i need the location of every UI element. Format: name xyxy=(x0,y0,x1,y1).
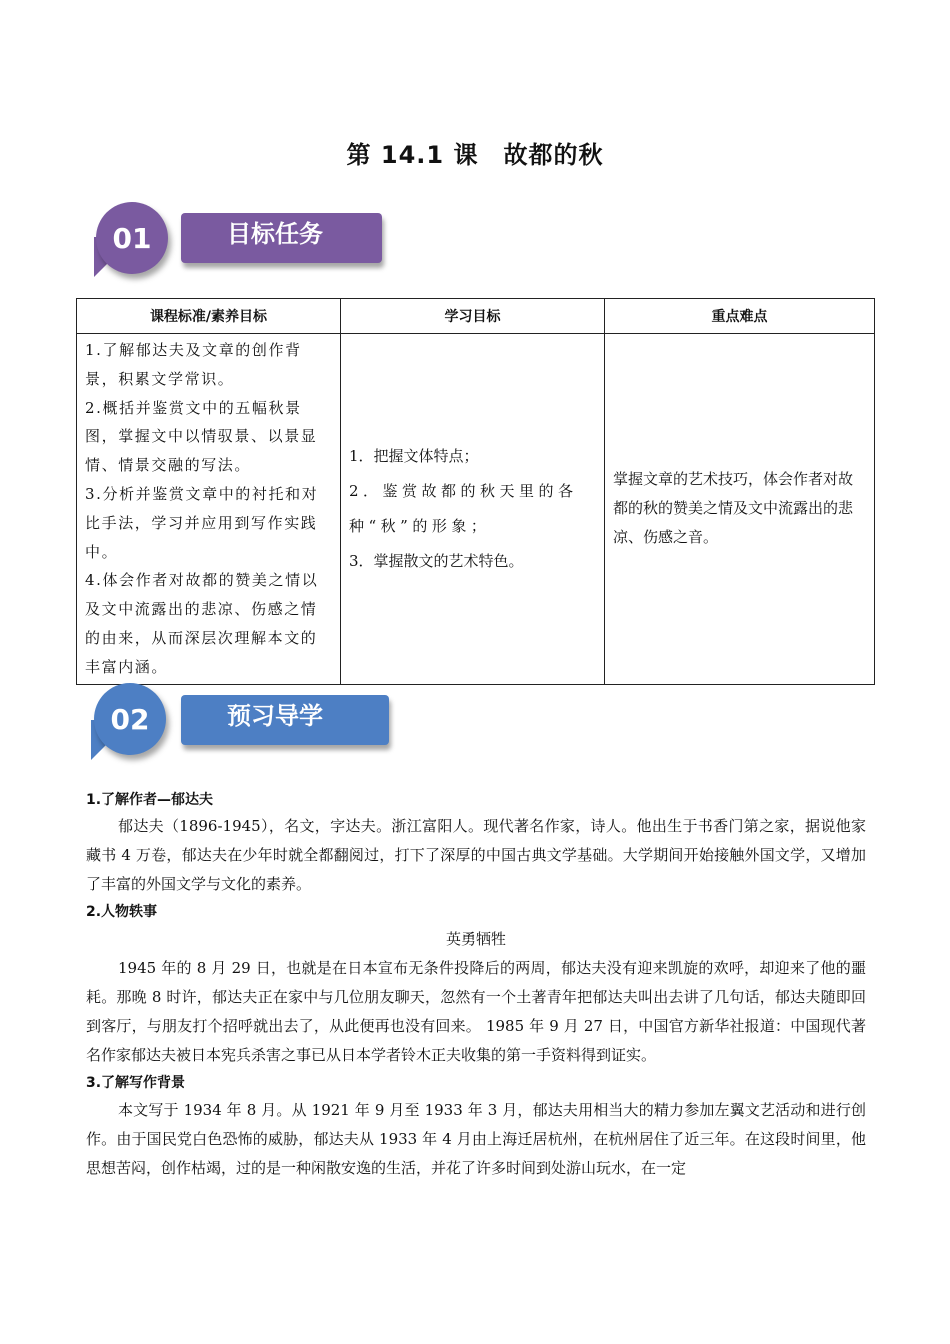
key-points-text: 掌握文章的艺术技巧，体会作者对故都的秋的赞美之情及文中流露出的悲凉、伤感之音。 xyxy=(613,470,854,547)
standard-item: 3.分析并鉴赏文章中的衬托和对比手法，学习并应用到写作实践中。 xyxy=(85,484,319,561)
standard-item: 4.体会作者对故都的赞美之情以及文中流露出的悲凉、伤感之情的由来，从而深层次理解本文的丰富内涵。 xyxy=(85,571,319,676)
learning-goal-item: 3．掌握散文的艺术特色。 xyxy=(349,551,524,570)
paragraph-author: 郁达夫（1896-1945），名文，字达夫。浙江富阳人。现代著名作家，诗人。他出生于书香门第之家，据说他家藏书 4 万卷，郁达夫在少年时就全都翻阅过，打下了深厚的中国古典文学基础。大学期间开始接触外国文学，又增加了丰富的外国文学与文化的素养。 xyxy=(86,817,866,893)
learning-goals-cell xyxy=(341,334,605,685)
header-learning-goals: 学习目标 xyxy=(341,299,605,334)
header-key-points: 重点难点 xyxy=(605,299,875,334)
standard-item: 1.了解郁达夫及文章的创作背景，积累文学常识。 xyxy=(85,341,302,388)
page-title: 第 14.1 课 故都的秋 xyxy=(346,141,604,169)
standard-item: 2.概括并鉴赏文中的五幅秋景图，掌握文中以情驭景、以景显情、情景交融的写法。 xyxy=(85,398,318,475)
learning-goal-item: 1．把握文体特点； xyxy=(349,446,479,465)
heading-author: 1.了解作者—郁达夫 xyxy=(86,792,214,808)
header-standards: 课程标准/素养目标 xyxy=(77,299,341,334)
section-label-bar: 目标任务 xyxy=(181,213,382,263)
section-label-bar: 预习导学 xyxy=(181,695,389,745)
preview-content xyxy=(86,788,866,1183)
heading-anecdote: 2.人物轶事 xyxy=(86,904,158,920)
section-number-circle: 02 xyxy=(94,683,166,755)
goals-table xyxy=(76,298,875,685)
heading-background: 3.了解写作背景 xyxy=(86,1075,186,1091)
paragraph-background: 本文写于 1934 年 8 月。从 1921 年 9 月至 1933 年 3 月，郁达夫用相当大的精力参加左翼文艺活动和进行创作。由于国民党白色恐怖的威胁，郁达夫从 1933 年 4 月由上海迁居杭州，在杭州居住了近三年。在这段时间里，他思想苦闷，创作枯竭，过的是一种闲散安逸的生活，并花了许多时间到处游山玩水，在一定 xyxy=(86,1101,866,1177)
learning-goal-item: 2．鉴赏故都的秋天里的各种“秋”的形象； xyxy=(349,481,578,535)
standards-cell xyxy=(77,334,341,685)
table-row xyxy=(77,334,875,685)
key-points-cell xyxy=(605,334,875,685)
paragraph-anecdote: 1945 年的 8 月 29 日，也就是在日本宣布无条件投降后的两周，郁达夫没有迎来凯旋的欢呼，却迎来了他的噩耗。那晚 8 时许，郁达夫正在家中与几位朋友聊天，忽然有一个土著青年把郁达夫叫出去讲了几句话，郁达夫随即回到客厅，与朋友打个招呼就出去了，从此便再也没有回来。 1985 年 9 月 27 日，中国官方新华社报道：中国现代著名作家郁达夫被日本宪兵杀害之事已从日本学者铃木正夫收集的第一手资料得到证实。 xyxy=(86,959,866,1064)
table-header-row xyxy=(77,299,875,334)
section-number-circle: 01 xyxy=(96,202,168,274)
story-title: 英勇牺牲 xyxy=(445,930,506,948)
